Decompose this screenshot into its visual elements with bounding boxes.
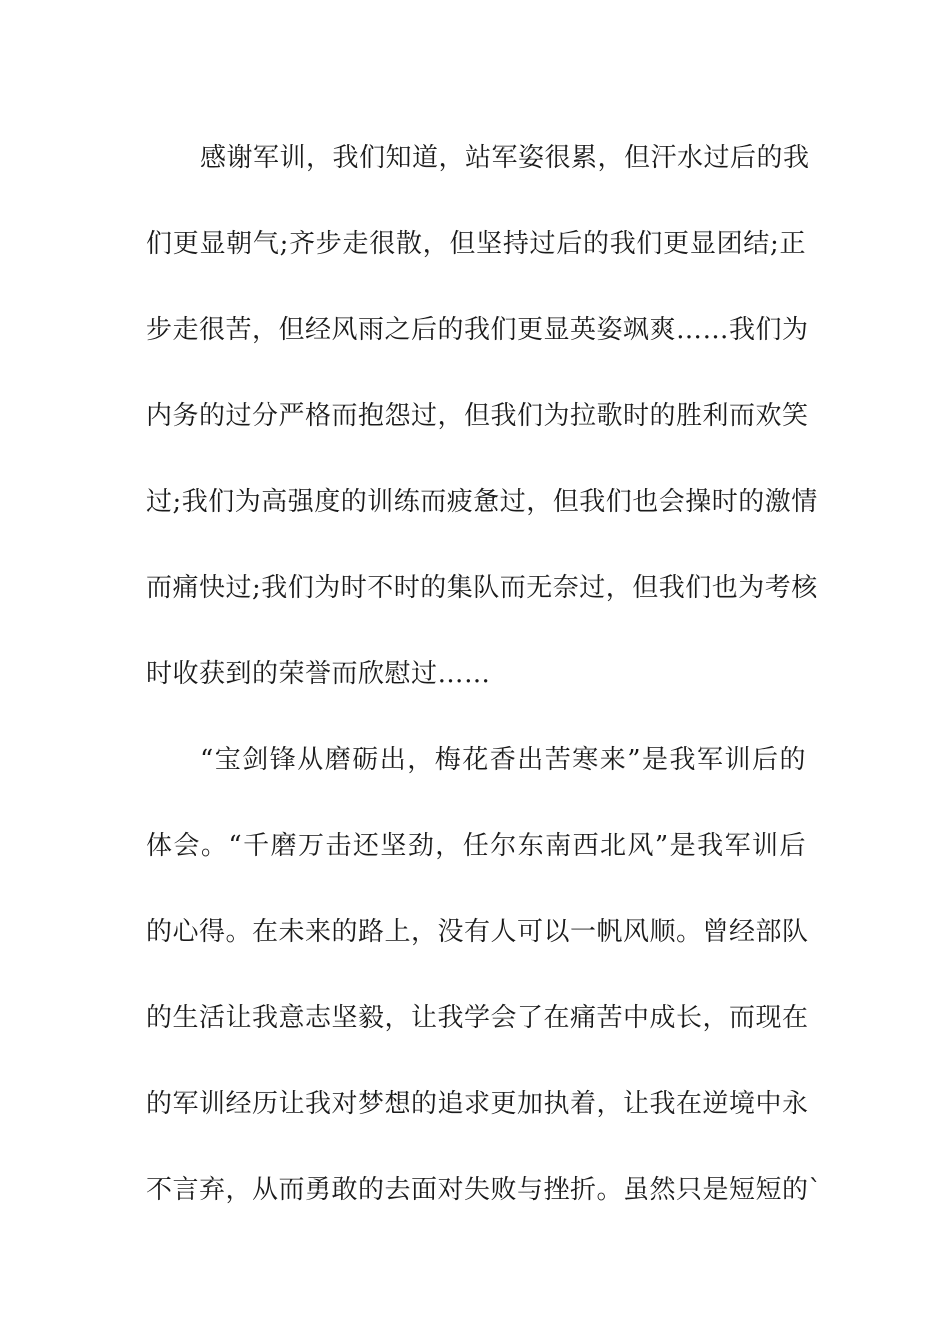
text-line: 们更显朝气;齐步走很散，但坚持过后的我们更显团结;正: [146, 229, 806, 259]
text-line: 步走很苦，但经风雨之后的我们更显英姿飒爽……我们为: [146, 315, 809, 345]
text-line: “宝剑锋从磨砺出，梅花香出苦寒来”是我军训后的: [200, 745, 806, 775]
text-line: 过;我们为高强度的训练而疲惫过，但我们也会操时的激情: [146, 487, 818, 517]
text-line: 的心得。在未来的路上，没有人可以一帆风顺。曾经部队: [146, 917, 809, 947]
text-line: 的生活让我意志坚毅，让我学会了在痛苦中成长，而现在: [146, 1003, 809, 1033]
text-line: 的军训经历让我对梦想的追求更加执着，让我在逆境中永: [146, 1089, 809, 1119]
text-line: 时收获到的荣誉而欣慰过……: [146, 659, 491, 689]
text-line: 不言弃，从而勇敢的去面对失败与挫折。虽然只是短短的`: [146, 1175, 823, 1205]
text-line: 内务的过分严格而抱怨过，但我们为拉歌时的胜利而欢笑: [146, 401, 809, 431]
text-line: 而痛快过;我们为时不时的集队而无奈过，但我们也为考核: [146, 573, 818, 603]
text-line: 感谢军训，我们知道，站军姿很累，但汗水过后的我: [200, 143, 810, 173]
text-line: 体会。“千磨万击还坚劲，任尔东南西北风”是我军训后: [146, 831, 806, 861]
